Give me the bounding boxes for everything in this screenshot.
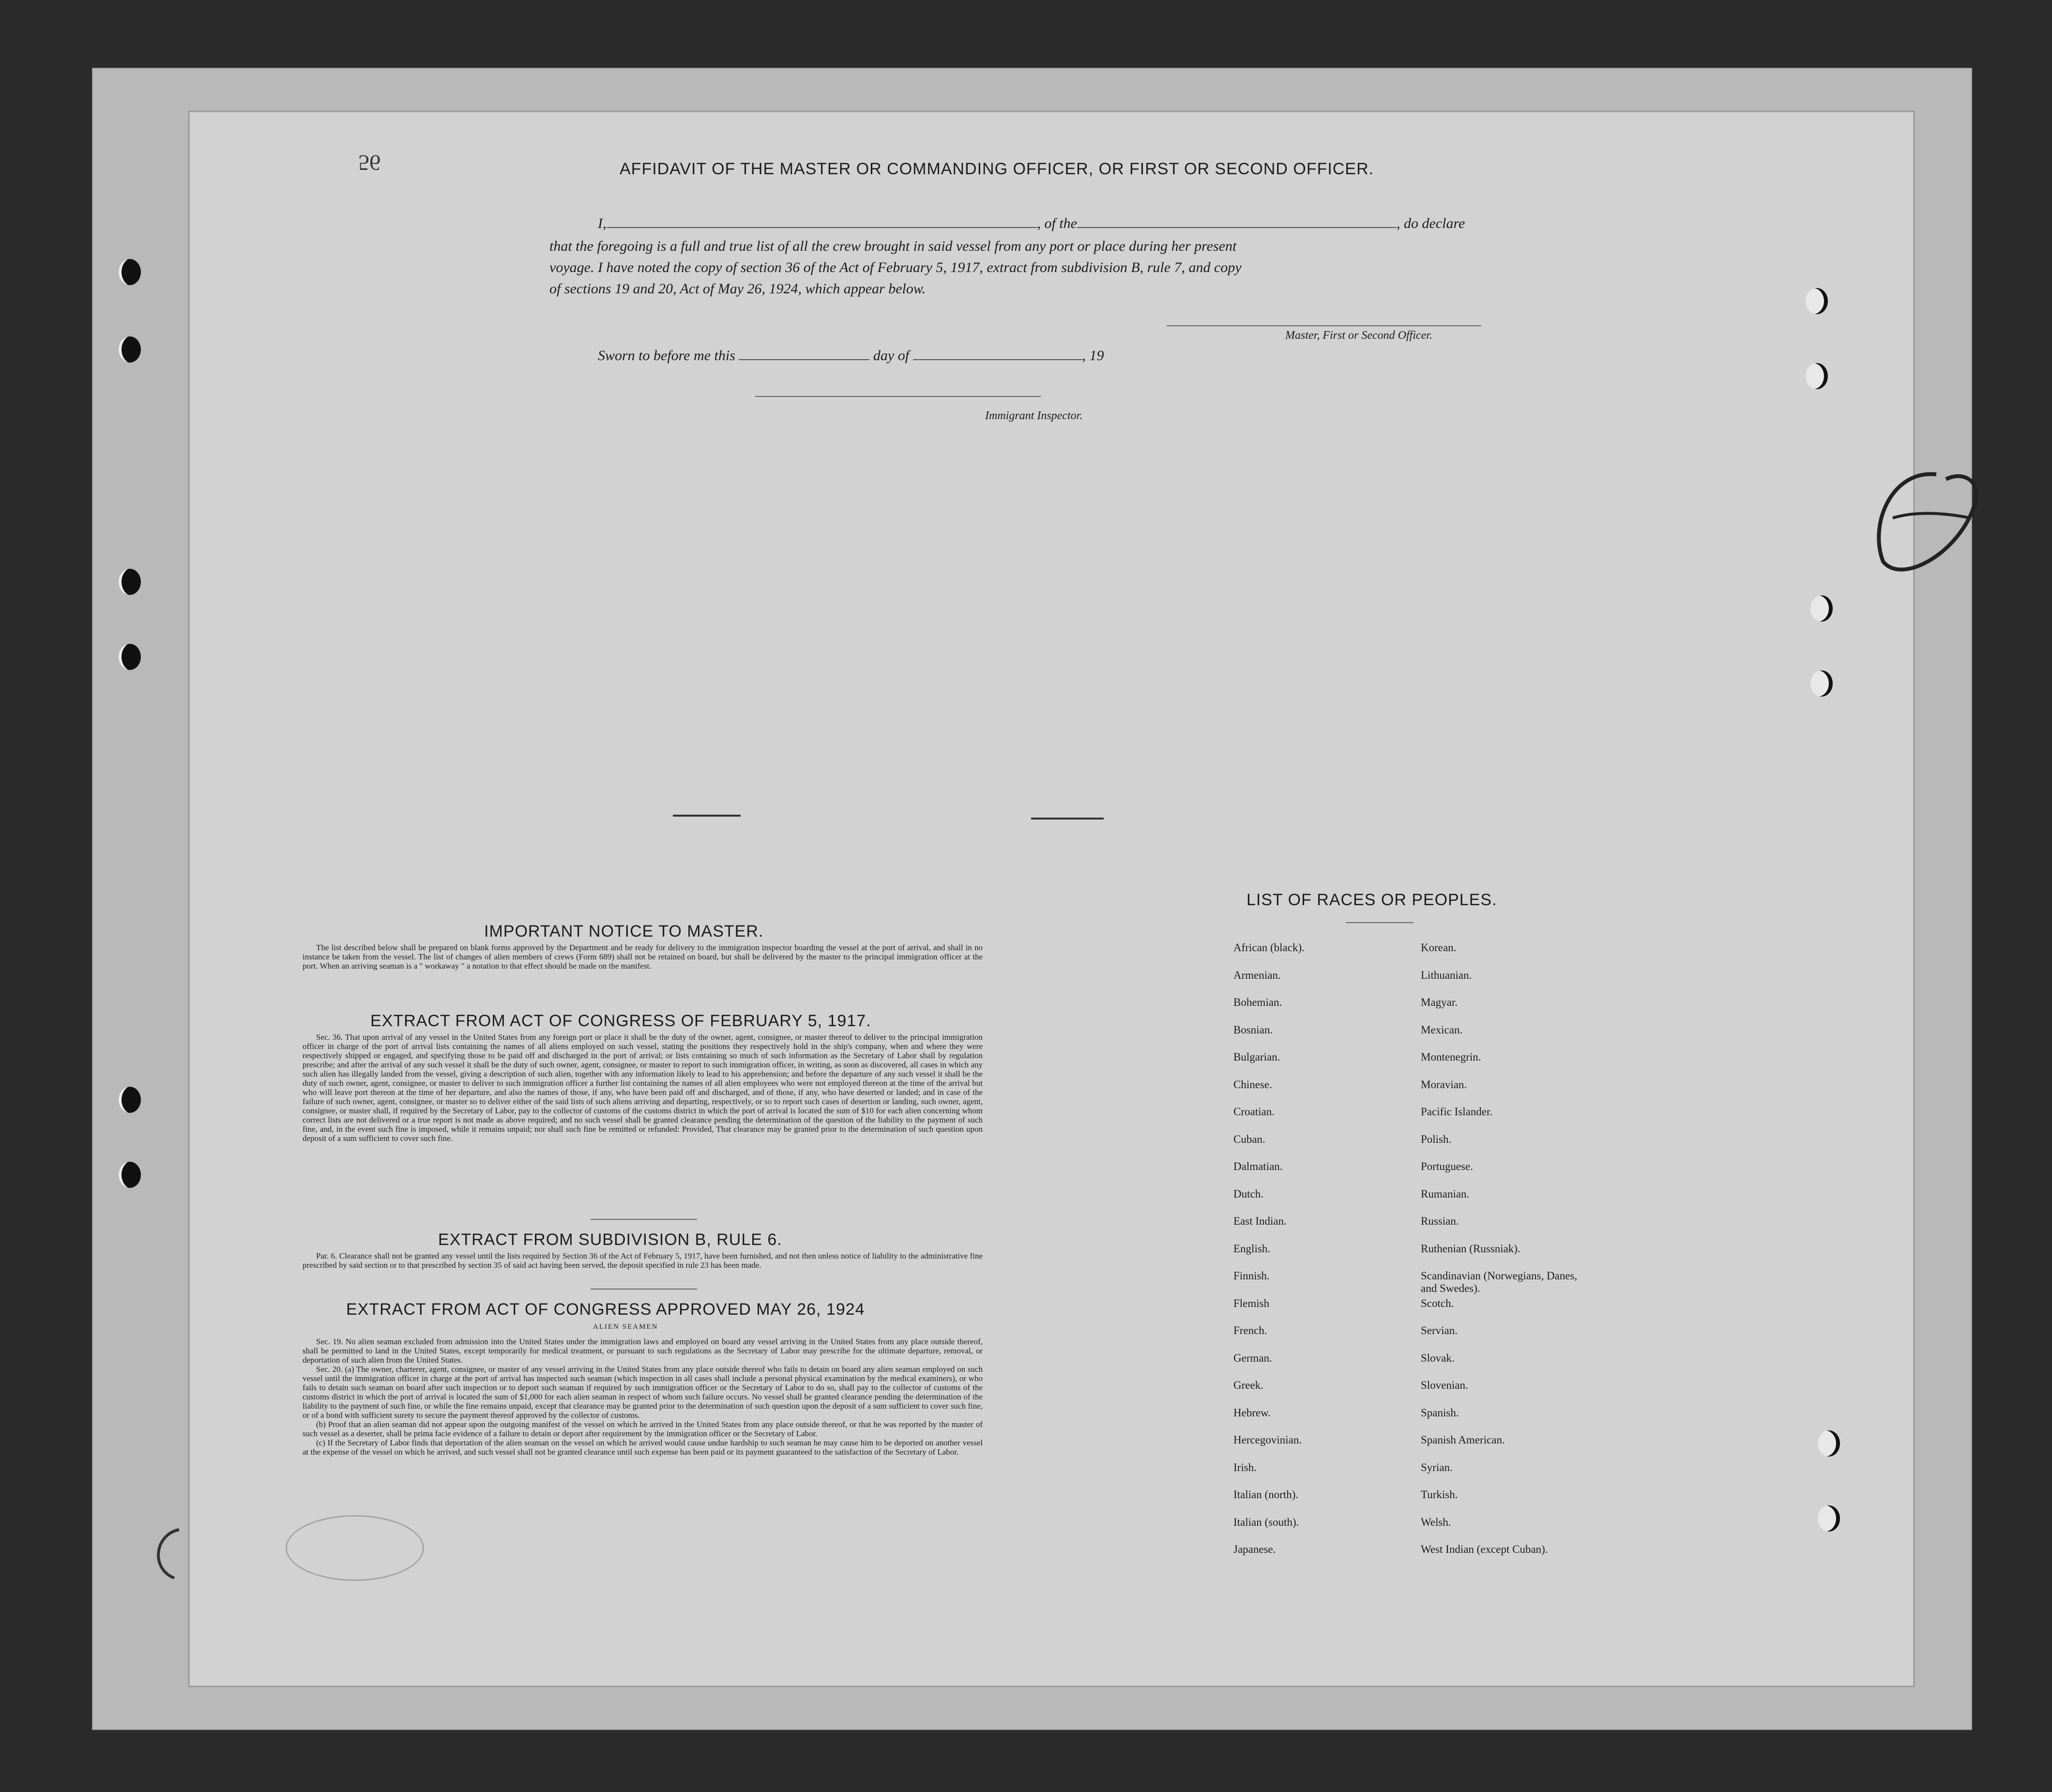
punch-hole-icon: [1818, 1430, 1840, 1457]
races-title: LIST OF RACES OR PEOPLES.: [1246, 891, 1497, 909]
master-signature-label: Master, First or Second Officer.: [1285, 329, 1432, 342]
left-race-item: French.: [1233, 1324, 1267, 1336]
right-race-item: Rumanian.: [1421, 1187, 1470, 1200]
right-race-item: Magyar.: [1421, 996, 1458, 1008]
right-race-item: Lithuanian.: [1421, 969, 1472, 981]
right-race-item: Syrian.: [1421, 1461, 1453, 1473]
left-race-item: Bohemian.: [1233, 996, 1282, 1008]
inspector-signature-line[interactable]: [755, 396, 1041, 397]
right-race-item: Scotch.: [1421, 1297, 1454, 1309]
affidavit-line-3: voyage. I have noted the copy of section 36 of the Act of February 5, 1917, extract from subdivision B, rule 7, and copy: [549, 259, 1242, 275]
divider: [591, 1289, 697, 1290]
right-race-item: Slovenian.: [1421, 1379, 1468, 1391]
punch-hole-icon: [119, 1087, 141, 1113]
extract-1924-title: EXTRACT FROM ACT OF CONGRESS APPROVED MAY 26, 1924: [346, 1300, 865, 1319]
right-race-item: Montenegrin.: [1421, 1051, 1481, 1063]
left-race-item: English.: [1233, 1242, 1271, 1255]
left-race-item: Greek.: [1233, 1379, 1263, 1391]
right-race-item: Mexican.: [1421, 1023, 1463, 1036]
vessel-blank[interactable]: [1077, 227, 1397, 228]
right-race-item: Welsh.: [1421, 1516, 1451, 1528]
left-race-item: Cuban.: [1233, 1133, 1265, 1145]
pencil-mark-icon: [145, 1525, 184, 1583]
right-race-item: West Indian (except Cuban).: [1421, 1543, 1548, 1555]
notice-title: IMPORTANT NOTICE TO MASTER.: [484, 922, 764, 941]
sworn-month-blank[interactable]: [913, 359, 1082, 360]
master-signature-line[interactable]: [1167, 325, 1481, 326]
name-blank[interactable]: [607, 227, 1037, 228]
right-race-item: Pacific Islander.: [1421, 1106, 1493, 1118]
left-race-item: Finnish.: [1233, 1270, 1270, 1282]
divider: [673, 815, 741, 817]
extract-rule6-text: [303, 1251, 983, 1270]
punch-hole-icon: [1810, 595, 1833, 622]
left-race-item: Italian (north).: [1233, 1488, 1299, 1501]
page-number: 56: [358, 151, 380, 175]
sec-20a-paragraph: Sec. 20. (a) The owner, charterer, agent, consignee, or master of any vessel arriving in the United States from any place outside thereof who fails to detain on board any alien seaman employed on such vessel until the immigration officer in charge at the port of arrival has inspected such seaman (which inspection in all cases shall include a personal physical examination by the medical examiners), or who fails to detain such seaman on board after such inspection or to deport such seaman if required by such immigration officer or the Secretary of Labor to do so, shall pay to the collector of customs of the customs district in which the port of arrival is located the sum of $1,000 for each alien seaman in respect of whom such failure occurs. No vessel shall be granted clearance pending the determination of the liability to the payment of such fine, or while the fine remains unpaid, except that clearance may be granted prior to the determination of such question upon the deposit of a sum sufficient to cover such fine, or of a bond with sufficient surety to secure the payment thereof approved by the collector of customs.: [303, 1365, 983, 1420]
sworn-prefix: Sworn to before me this: [598, 348, 735, 364]
right-race-item: Turkish.: [1421, 1488, 1458, 1501]
right-race-item: Spanish.: [1421, 1406, 1459, 1419]
right-race-item: Scandinavian (Norwegians, Danes, and Swedes).: [1421, 1270, 1578, 1294]
extract-rule6-title: EXTRACT FROM SUBDIVISION B, RULE 6.: [438, 1230, 782, 1249]
left-race-item: Dutch.: [1233, 1187, 1263, 1200]
punch-hole-icon: [119, 1162, 141, 1188]
sec-20c-paragraph: (c) If the Secretary of Labor finds that deportation of the alien seaman on the vessel on which he arrived would cause undue hardship to such seaman he may cause him to be deported on another vessel at the expense of the vessel on which he arrived, and such vessel shall not be granted clearance until such expense has been paid or its payment guaranteed to the satisfaction of the Secretary of Labor.: [303, 1438, 983, 1457]
left-race-item: Armenian.: [1233, 969, 1281, 981]
notice-paragraph: The list described below shall be prepared on blank forms approved by the Department and be ready for delivery to the immigration inspector boarding the vessel at the port of arrival, and shall in no instance be taken from the vessel. The list of changes of alien members of crews (Form 689) shall not be retained on board, but shall be delivered by the master to the principal immigration officer at the port. When an arriving seaman is a " workaway " a notation to that effect should be made on the manifest.: [303, 943, 983, 971]
right-race-item: Polish.: [1421, 1133, 1452, 1145]
right-race-item: Ruthenian (Russniak).: [1421, 1242, 1520, 1255]
extract-1917-text: [303, 1033, 983, 1143]
affidavit-i: I,: [598, 215, 607, 231]
punch-hole-icon: [1806, 288, 1828, 314]
punch-hole-icon: [1806, 363, 1828, 389]
right-race-item: Russian.: [1421, 1215, 1459, 1227]
left-race-item: Flemish: [1233, 1297, 1270, 1309]
punch-hole-icon: [1818, 1505, 1840, 1532]
par-6-paragraph: Par. 6. Clearance shall not be granted any vessel until the lists required by Section 36 of the Act of February 5, 1917, have been furnished, and not then unless notice of liability to the administrative fine prescribed by said section or to that prescribed by section 35 of said act having been served, the deposit specified in rule 23 has been made.: [303, 1251, 983, 1270]
left-race-item: Italian (south).: [1233, 1516, 1299, 1528]
left-race-item: Hebrew.: [1233, 1406, 1271, 1419]
sworn-year: , 19: [1082, 348, 1104, 364]
sworn-day-of: day of: [873, 348, 910, 364]
punch-hole-icon: [1810, 670, 1833, 697]
affidavit-line-4: of sections 19 and 20, Act of May 26, 1924, which appear below.: [549, 281, 926, 297]
left-race-item: Irish.: [1233, 1461, 1257, 1473]
divider: [1031, 818, 1104, 820]
punch-hole-icon: [119, 644, 141, 670]
sec-20b-paragraph: (b) Proof that an alien seaman did not appear upon the outgoing manifest of the vessel on which he arrived in the United States from any place outside thereof, or that he was reported by the master of such vessel as a deserter, shall be prima facie evidence of a failure to detain or deport after requirement by the immigration officer or the Secretary of Labor.: [303, 1420, 983, 1438]
punch-hole-icon: [119, 259, 141, 285]
left-race-item: German.: [1233, 1352, 1272, 1364]
right-race-item: Moravian.: [1421, 1078, 1467, 1091]
extract-1917-title: EXTRACT FROM ACT OF CONGRESS OF FEBRUARY 5, 1917.: [370, 1012, 871, 1030]
notice-text: [303, 943, 983, 971]
left-race-item: Chinese.: [1233, 1078, 1272, 1091]
left-race-item: African (black).: [1233, 942, 1305, 954]
punch-hole-icon: [119, 336, 141, 363]
affidavit-declaration-line: [598, 215, 1465, 232]
affidavit-of-the: , of the: [1037, 215, 1077, 231]
sworn-date-blank[interactable]: [739, 359, 869, 360]
right-race-item: Spanish American.: [1421, 1434, 1505, 1446]
left-race-item: Croatian.: [1233, 1106, 1275, 1118]
inspector-signature-label: Immigrant Inspector.: [985, 410, 1083, 422]
left-race-item: East Indian.: [1233, 1215, 1287, 1227]
right-race-item: Slovak.: [1421, 1352, 1455, 1364]
right-race-item: Servian.: [1421, 1324, 1458, 1336]
affidavit-line-2: that the foregoing is a full and true list of all the crew brought in said vessel from any port or place during her present: [549, 238, 1237, 254]
left-race-item: Dalmatian.: [1233, 1160, 1283, 1172]
section-36-paragraph: Sec. 36. That upon arrival of any vessel in the United States from any foreign port or place it shall be the duty of the owner, agent, consignee, or master thereof to deliver to the principal immigration officer in charge of the port of arrival lists containing the names of all aliens employed on such vessel, stating the positions they respectively hold in the ship's company, when and where they were respectively shipped or engaged, and specifying those to be paid off and discharged in the port of arrival; or lists containing so much of such information as the Secretary of Labor shall by regulation prescribe; and after the arrival of any such vessel it shall be the duty of such owner, agent, consignee, or master to report to such immigration officer, in writing, as soon as discovered, all cases in which any such alien has illegally landed from the vessel, giving a description of such alien, together with any information likely to lead to his apprehension; and before the departure of any such vessel it shall be the duty of such owner, agent, consignee, or master to deliver to such immigration officer a further list containing the names of all alien employees who were not employed thereon at the time of the arrival but who will leave port thereon at the time of her departure, and also the names of those, if any, who have been paid off and discharged, and of those, if any, who have deserted or landed; and in case of the failure of such owner, agent, consignee, or master so to deliver either of the said lists of such aliens arriving and departing, respectively, or so to report such cases of desertion or landing, such owner, agent, consignee, or master shall, if required by the Secretary of Labor, pay to the collector of customs of the customs district in which the port of arrival is located the sum of $10 for each alien concerning whom correct lists are not delivered or a true report is not made as above required; and no such vessel shall be granted clearance pending the determination of the question of the liability to the payment of such fine, and, in the event such fine is imposed, while it remains unpaid; nor shall such fine be remitted or refunded: Provided, That clearance may be granted prior to the determination of such question upon deposit of a sum sufficient to cover such fine.: [303, 1033, 983, 1143]
affidavit-title: AFFIDAVIT OF THE MASTER OR COMMANDING OFFICER, OR FIRST OR SECOND OFFICER.: [620, 160, 1374, 178]
right-race-item: Portuguese.: [1421, 1160, 1473, 1172]
faded-stamp: [286, 1515, 424, 1581]
right-race-item: Korean.: [1421, 942, 1457, 954]
punch-hole-icon: [119, 569, 141, 595]
left-race-item: Bosnian.: [1233, 1023, 1273, 1036]
left-race-item: Japanese.: [1233, 1543, 1276, 1555]
left-race-item: Hercegovinian.: [1233, 1434, 1302, 1446]
alien-seamen-subtitle: ALIEN SEAMEN: [593, 1323, 658, 1331]
sec-19-paragraph: Sec. 19. No alien seaman excluded from admission into the United States under the immigration laws and employed on board any vessel arriving in the United States from any place outside thereof, shall be permitted to land in the United States, except temporarily for medical treatment, or pursuant to such regulations as the Secretary of Labor may prescribe for the ultimate departure, removal, or deportation of such alien from the United States.: [303, 1337, 983, 1365]
sworn-line: [598, 348, 1104, 364]
extract-1924-text: [303, 1337, 983, 1457]
left-race-item: Bulgarian.: [1233, 1051, 1280, 1063]
divider: [591, 1219, 697, 1220]
handwritten-mark-icon: [1864, 465, 1990, 581]
divider: [1346, 922, 1414, 923]
affidavit-declare: , do declare: [1397, 215, 1465, 231]
